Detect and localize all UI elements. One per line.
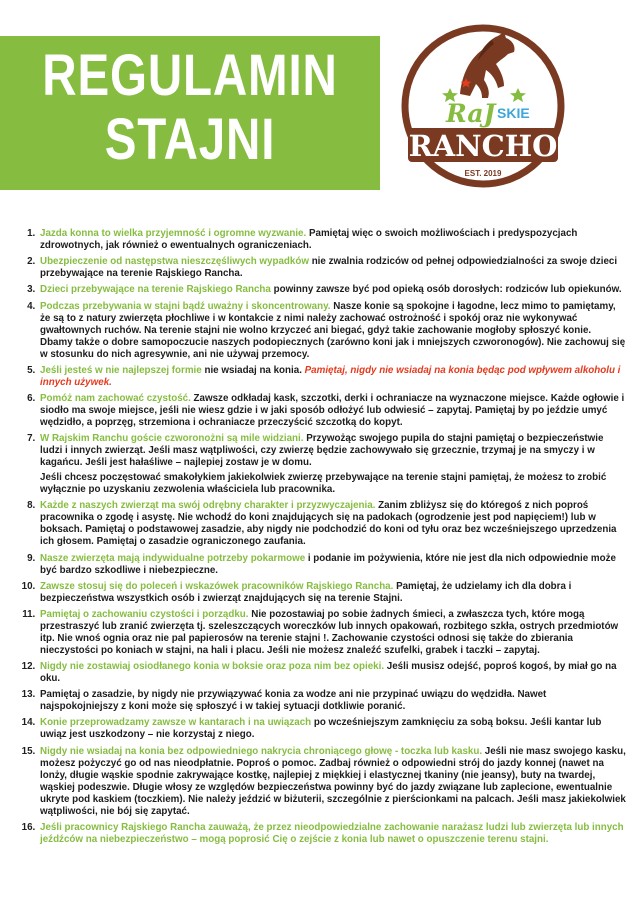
rule-highlight: Jazda konna to wielka przyjemność i ogromne wyzwanie. — [40, 228, 307, 239]
rule-item — [38, 433, 626, 496]
rule-text: powinny zawsze być pod opieką osób dorosłych: rodziców lub opiekunów. — [270, 284, 622, 296]
rule-item — [38, 284, 626, 296]
rule-text: Jeśli musisz odejść, poproś kogoś, by miał go na oku. — [40, 661, 617, 685]
rule-highlight: Pamiętaj o zachowaniu czystości i porządku. — [40, 608, 249, 620]
rule-item — [38, 581, 626, 605]
title-line-2: STAJNI — [104, 107, 276, 172]
rule-item — [38, 689, 626, 713]
rule-text: nie wsiadaj na konia. — [201, 364, 305, 376]
rule-text: Jeśli nie masz swojego kasku, możesz pożyczyć go od nas nieodpłatnie. Poproś o pomoc. Zadbaj również o odpowiedni strój do jazdy konnej (nawet na lonży, długie wąskie spodnie zakrywające kostkę, najlepiej z miękkiej i elastycznej tkaniny (nie jeansy), buty na twardej, wąskiej podeszwie. Długie włosy ze względów bezpieczeństwa powinny być do jazdy związane lub zaplecione, ewentualnie ukryte pod kaskiem (toczkiem). Nie należy jeździć w biżuterii, szczególnie z pierścionkami na palcach. Jeśli masz jakiekolwiek wątpliwości, nie bój się zapytać. — [40, 745, 626, 817]
rule-highlight: Jeśli pracownicy Rajskiego Rancha zauważą, że przez nieodpowiedzialne zachowanie narażasz ludzi lub zwierzęta lub innych jeźdźców na niebezpieczeństwo – mogą poprosić Cię o zejście z konia lub nawet o opuszczenie terenu stajni. — [40, 821, 624, 845]
logo-rancho: RANCHO — [408, 129, 558, 163]
rule-highlight: Ubezpieczenie od następstwa nieszczęśliwych wypadków — [40, 256, 309, 268]
rule-highlight: W Rajskim Ranchu goście czworonożni są mile widziani. — [40, 433, 304, 445]
rule-item — [38, 228, 626, 252]
rule-text: Pamiętaj, że udzielamy ich dla dobra i bezpieczeństwa wszystkich osób i zwierząt znajdujących się na terenie Stajni. — [40, 580, 572, 604]
logo-est: EST. 2019 — [464, 169, 502, 178]
rule-highlight: Jeśli jesteś w nie najlepszej formie — [40, 364, 202, 376]
rule-text: Zawsze odkładaj kask, szczotki, derki i ochraniacze na wyznaczone miejsce. Każde ogłowie i siodło ma swoje miejsce, jeśli nie wiesz gdzie i w jaki sposób odłożyć lub odwiesić – zapytaj. Pamiętaj by po jeździe umyć wędzidło, a poprzęg, strzemiona i ochraniacze przeczyścić szczotką do kopyt. — [40, 392, 625, 428]
rule-text: po wcześniejszym zamknięciu za sobą boksu. Jeśli kantar lub uwiąz jest uszkodzony – nie korzystaj z niego. — [40, 717, 602, 741]
page-title — [34, 44, 346, 172]
rancho-logo — [400, 14, 566, 192]
rule-text: Zanim zbliżysz się do któregoś z nich poproś pracownika o zgodę i asystę. Nie wchodź do koni znajdujących się na padokach (ogrodzenie jest pod napięciem!) lub w boksach. Pamiętaj o podstawowej zasadzie, aby nigdy nie podchodzić do koni od tyłu oraz bez wcześniejszego uprzedzenia ich głosem. Pamiętaj o zasadzie ograniczonego zaufania. — [40, 500, 617, 548]
rule-highlight: Podczas przebywania w stajni bądź uważny i skoncentrowany. — [40, 300, 331, 312]
rule-text: Pamiętaj więc o swoich możliwościach i predyspozycjach zdrowotnych, jak również o ewentualnych ograniczeniach. — [40, 228, 578, 251]
rule-highlight: Nigdy nie zostawiaj osiodłanego konia w boksie oraz poza nim bez opieki. — [40, 661, 385, 673]
rule-item — [38, 553, 626, 577]
rule-highlight: Pomóż nam zachować czystość. — [40, 392, 191, 404]
rule-highlight: Konie przeprowadzamy zawsze w kantarach i na uwiązach — [40, 717, 312, 729]
rule-text: Pamiętaj o zasadzie, by nigdy nie przywiązywać konia za wodze ani nie przypinać uwiązu do wędzidła. Nawet najspokojniejszy z koni może się spłoszyć i w takiej sytuacji dotkliwie poranić. — [40, 689, 547, 713]
rule-item — [38, 301, 626, 361]
rule-item — [38, 822, 626, 846]
rule-item — [38, 609, 626, 657]
rule-item — [38, 500, 626, 548]
rules-list — [16, 228, 626, 850]
rule-highlight: Każde z naszych zwierząt ma swój odrębny charakter i przyzwyczajenia. — [40, 500, 376, 512]
rule-item — [38, 661, 626, 685]
rule-item — [38, 746, 626, 818]
rule-text: i podanie im pożywienia, które nie jest dla nich odpowiednie może być bardzo szkodliwe i niebezpieczne. — [40, 552, 616, 576]
rule-text: Nie pozostawiaj po sobie żadnych śmieci, a zwłaszcza tych, które mogą przestraszyć lub zranić zwierzęta tj. szeleszczących woreczków lub innych opakowań, rozbitego szkła, ostrych przedmiotów itp. Nie wnoś ognia oraz nie pal papierosów na terenie stajni !. Zachowanie czystości odnosi się także do zbierania nieczystości po koniach w stajni, na hali i placu. Jeśli nie możesz znaleźć szufelki, grabek i taczki – zapytaj. — [40, 608, 619, 656]
logo-skie: SKIE — [497, 105, 530, 121]
rule-text: Nasze konie są spokojne i łagodne, lecz mimo to pamiętamy, że są to z natury zwierzęta płochliwe i w kontakcie z nimi należy zachować ostrożność i spokój oraz nie wykonywać gwałtownych ruchów. Na terenie stajni nie wolno krzyczeć ani biegać, gdyż takie zachowanie mogłoby spłoszyć konie. Dbamy także o dobre samopoczucie naszych podopiecznych (zarówno koni jak i mniejszych czworonogów). Nie zachowuj się w stosunku do nich agresywnie, ani nie używaj przemocy. — [40, 300, 626, 360]
rule-warning: Pamiętaj, nigdy nie wsiadaj na konia będąc pod wpływem alkoholu i innych używek. — [40, 364, 621, 388]
rule-subparagraph: Jeśli chcesz poczęstować smakołykiem jakiekolwiek zwierzę przebywające na terenie stajni pamiętaj, że możesz to zrobić wyłącznie po uzyskaniu zezwolenia właściciela lub pracownika. — [40, 472, 607, 496]
logo-raj: RaJ — [446, 99, 496, 128]
rule-text: nie zwalnia rodziców od pełnej odpowiedzialności za swoje dzieci przebywające na terenie Rajskiego Rancha. — [40, 256, 618, 280]
rule-item — [38, 393, 626, 429]
rule-item — [38, 365, 626, 389]
rule-item — [38, 256, 626, 280]
rule-item — [38, 717, 626, 741]
rule-text: Przywożąc swojego pupila do stajni pamiętaj o bezpieczeństwie ludzi i innych zwierząt. Jeśli masz wątpliwości, czy zwierzę będzie zachowywało się grzecznie, trzymaj je na smyczy i w kagańcu. Jeśli jest hałaśliwe – najlepiej zostaw je w domu. — [40, 433, 604, 469]
title-line-1: REGULAMIN — [42, 43, 338, 108]
rule-highlight: Zawsze stosuj się do poleceń i wskazówek pracowników Rajskiego Rancha. — [40, 580, 394, 592]
rule-highlight: Nigdy nie wsiadaj na konia bez odpowiedniego nakrycia chroniącego głowę - toczka lub kasku. — [40, 745, 483, 757]
rule-highlight: Dzieci przebywające na terenie Rajskiego Rancha — [40, 284, 271, 296]
rule-highlight: Nasze zwierzęta mają indywidualne potrzeby pokarmowe — [40, 552, 306, 564]
